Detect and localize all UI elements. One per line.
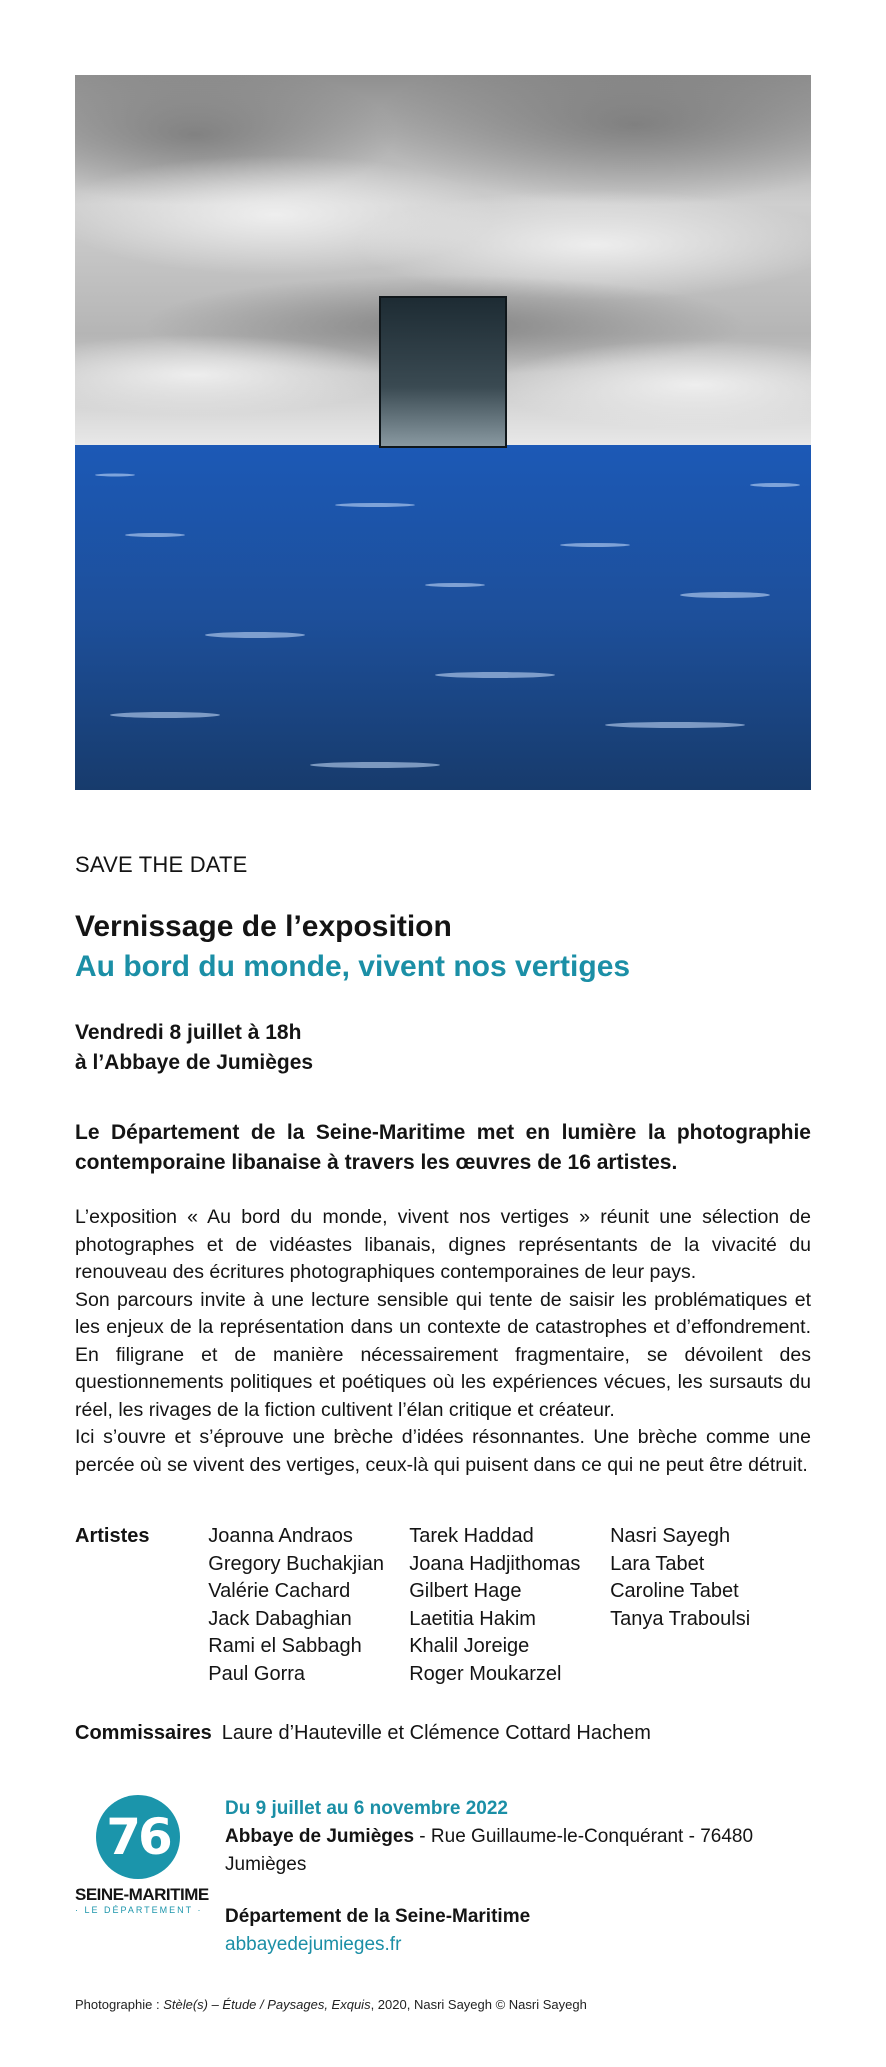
save-the-date-label: SAVE THE DATE [75, 852, 248, 877]
body-paragraph: Son parcours invite à une lecture sensible qui tente de saisir les problématiques et les enjeux de la représentation dans un contexte de catastrophes et d’effondrement. En filigrane et de manière nécessairement fragmentaire, se dévoilent des questionnements politiques et poétiques où les expériences vécues, les sursauts du réel, les rivages de la fiction cultivent l’élan critique et créateur. [75, 1288, 811, 1421]
credit-prefix: Photographie : [75, 1997, 164, 2012]
artist-name: Valérie Cachard [208, 1580, 351, 1602]
artists-column-2 [409, 1523, 610, 1688]
seine-maritime-logo [75, 1795, 209, 1959]
event-date: Vendredi 8 juillet à 18h [75, 1021, 302, 1044]
logo-name: SEINE-MARITIME [75, 1885, 209, 1904]
body-text [75, 1204, 811, 1479]
website-link[interactable]: abbayedejumieges.fr [225, 1934, 402, 1955]
curators-label: Commissaires [75, 1722, 212, 1744]
curators-names: Laure d’Hauteville et Clémence Cottard Hachem [221, 1722, 651, 1744]
exhibition-title: Au bord du monde, vivent nos vertiges [75, 950, 631, 983]
page [75, 75, 811, 2012]
footer [75, 1795, 811, 1959]
artist-name: Caroline Tabet [610, 1580, 739, 1602]
artist-name: Roger Moukarzel [409, 1662, 562, 1685]
artists-column-1 [208, 1523, 409, 1688]
exhibition-photo [75, 75, 811, 790]
artist-name: Tanya Traboulsi [610, 1607, 751, 1630]
artist-name: Nasri Sayegh [610, 1525, 731, 1547]
logo-subtitle: · LE DÉPARTEMENT · [75, 1905, 203, 1915]
event-location: à l’Abbaye de Jumièges [75, 1051, 314, 1074]
event-when [75, 1018, 811, 1078]
artists-section [75, 1523, 811, 1688]
department-name: Département de la Seine-Maritime [225, 1906, 531, 1927]
body-paragraph: Ici s’ouvre et s’éprouve une brèche d’idées résonnantes. Une brèche comme une percée où se vivent des vertiges, ceux-là qui puisent dans ce qui ne peut être détruit. [75, 1426, 811, 1476]
artist-name: Gregory Buchakjian [208, 1552, 384, 1575]
artist-name: Gilbert Hage [409, 1580, 522, 1602]
artists-column-3 [610, 1523, 811, 1688]
artist-name: Joana Hadjithomas [409, 1552, 581, 1575]
artist-name: Rami el Sabbagh [208, 1635, 362, 1657]
artist-name: Laetitia Hakim [409, 1607, 536, 1630]
body-paragraph: L’exposition « Au bord du monde, vivent nos vertiges » réunit une sélection de photographes et de vidéastes libanais, dignes représentants de la vivacité du renouveau des écritures photographiques contemporaines de leur pays. [75, 1206, 811, 1283]
photo-credit [75, 1997, 811, 2012]
address-text: - Rue Guillaume-le-Conquérant - 76480 Jumièges [225, 1826, 754, 1875]
artist-name: Paul Gorra [208, 1662, 306, 1685]
artist-name: Jack Dabaghian [208, 1607, 352, 1630]
credit-suffix: , 2020, Nasri Sayegh © Nasri Sayegh [370, 1997, 587, 2012]
lead-paragraph: Le Département de la Seine-Maritime met en lumière la photographie contemporaine libanaise à travers les œuvres de 16 artistes. [75, 1121, 811, 1174]
artists-label: Artistes [75, 1525, 150, 1547]
credit-work-title: Stèle(s) – Étude / Paysages, Exquis [163, 1997, 371, 2012]
artist-name: Tarek Haddad [409, 1525, 534, 1547]
sea-monolith-image [75, 75, 811, 790]
event-title: Vernissage de l’exposition [75, 910, 452, 943]
footer-info [225, 1795, 811, 1959]
exhibition-dates: Du 9 juillet au 6 novembre 2022 [225, 1798, 508, 1819]
venue-name: Abbaye de Jumièges [225, 1826, 415, 1847]
logo-circle: 76 [96, 1795, 180, 1879]
curators-section [75, 1722, 811, 1745]
artist-name: Joanna Andraos [208, 1525, 353, 1547]
venue-address [225, 1823, 811, 1879]
artist-name: Khalil Joreige [409, 1635, 530, 1657]
artist-name: Lara Tabet [610, 1552, 705, 1575]
